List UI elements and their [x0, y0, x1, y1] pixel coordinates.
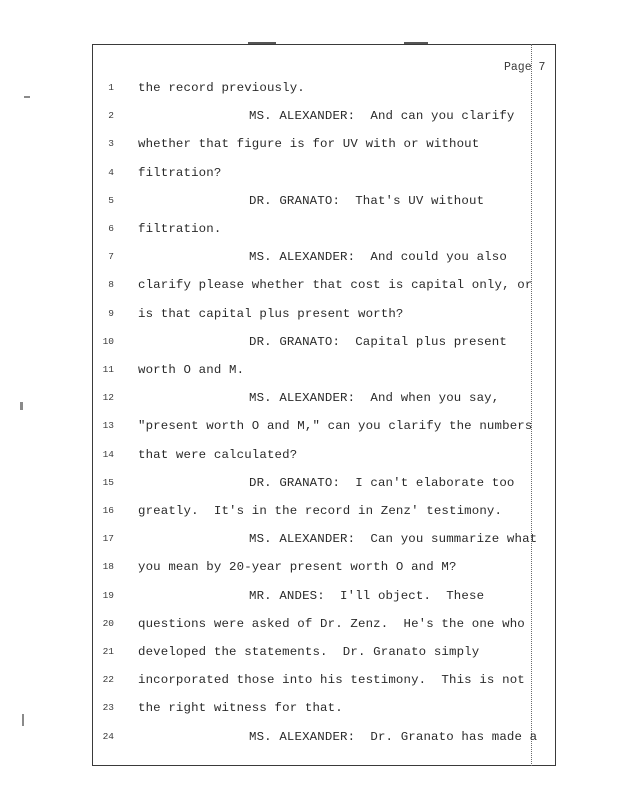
line-text: greatly. It's in the record in Zenz' testimony.	[138, 504, 503, 518]
line-number: 2	[108, 110, 114, 122]
line-number: 24	[102, 730, 114, 742]
line-number: 8	[108, 279, 114, 291]
line-number: 15	[102, 476, 114, 488]
page-number-label: Page 7	[504, 61, 546, 74]
line-text: developed the statements. Dr. Granato simply	[138, 645, 480, 659]
transcript-line	[0, 332, 618, 352]
speaker-line-text: DR. GRANATO: That's UV without	[249, 193, 485, 208]
line-text: is that capital plus present worth?	[138, 306, 404, 321]
speaker-line-text: DR. GRANATO: Capital plus present	[249, 334, 507, 349]
line-number: 6	[108, 223, 114, 234]
transcript-line	[0, 78, 618, 98]
line-number: 14	[102, 448, 114, 460]
line-number: 13	[102, 420, 114, 432]
line-number: 16	[102, 505, 114, 516]
line-number: 17	[102, 533, 114, 545]
line-text: whether that figure is for UV with or without	[138, 137, 480, 152]
transcript-line	[0, 473, 618, 493]
line-text: you mean by 20-year present worth O and M?	[138, 560, 457, 575]
line-number: 1	[108, 82, 114, 93]
transcript-line	[0, 191, 618, 211]
line-text: filtration?	[138, 165, 222, 180]
line-number: 22	[102, 674, 114, 686]
transcript-line	[0, 388, 618, 408]
line-text: that were calculated?	[138, 447, 298, 462]
line-number: 23	[102, 702, 114, 714]
transcript-line	[0, 304, 618, 324]
line-text: worth O and M.	[138, 363, 245, 377]
line-number: 21	[102, 646, 114, 657]
line-number: 7	[108, 251, 114, 263]
speaker-line-text: MR. ANDES: I'll object. These	[249, 588, 485, 603]
transcript-line	[0, 642, 618, 662]
transcript-line	[0, 727, 618, 747]
line-number: 11	[102, 364, 114, 375]
line-number: 12	[102, 392, 114, 404]
transcript-line	[0, 360, 618, 380]
speaker-line-text: MS. ALEXANDER: And could you also	[249, 250, 507, 265]
speaker-line-text: MS. ALEXANDER: And can you clarify	[249, 109, 515, 124]
speaker-line-text: DR. GRANATO: I can't elaborate too	[249, 475, 515, 490]
transcript-line	[0, 247, 618, 267]
line-number: 10	[102, 335, 114, 347]
transcript-line	[0, 219, 618, 239]
line-number: 19	[102, 589, 114, 601]
line-text: filtration.	[138, 222, 222, 236]
transcript-line	[0, 670, 618, 690]
transcript-line	[0, 501, 618, 521]
line-text: incorporated those into his testimony. This is not	[138, 673, 525, 688]
transcript-line	[0, 698, 618, 718]
transcript-line	[0, 529, 618, 549]
speaker-line-text: MS. ALEXANDER: Can you summarize what	[249, 532, 538, 547]
speaker-line-text: MS. ALEXANDER: Dr. Granato has made a	[249, 729, 538, 744]
line-text: questions were asked of Dr. Zenz. He's the one who	[138, 616, 525, 631]
transcript-line	[0, 134, 618, 154]
transcript-line	[0, 275, 618, 295]
line-text: "present worth O and M," can you clarify the numbers	[138, 419, 533, 434]
line-number: 4	[108, 166, 114, 178]
line-number: 3	[108, 138, 114, 150]
line-number: 18	[102, 561, 114, 573]
speaker-line-text: MS. ALEXANDER: And when you say,	[249, 391, 500, 406]
line-number: 9	[108, 307, 114, 319]
line-text: the right witness for that.	[138, 701, 343, 716]
line-number: 20	[102, 617, 114, 629]
transcript-line	[0, 557, 618, 577]
line-text: the record previously.	[138, 81, 305, 95]
line-number: 5	[108, 194, 114, 206]
transcript-line	[0, 163, 618, 183]
transcript-line	[0, 106, 618, 126]
line-text: clarify please whether that cost is capital only, or	[138, 278, 533, 293]
transcript-line	[0, 586, 618, 606]
transcript-line	[0, 416, 618, 436]
transcript-line	[0, 614, 618, 634]
transcript-line	[0, 445, 618, 465]
